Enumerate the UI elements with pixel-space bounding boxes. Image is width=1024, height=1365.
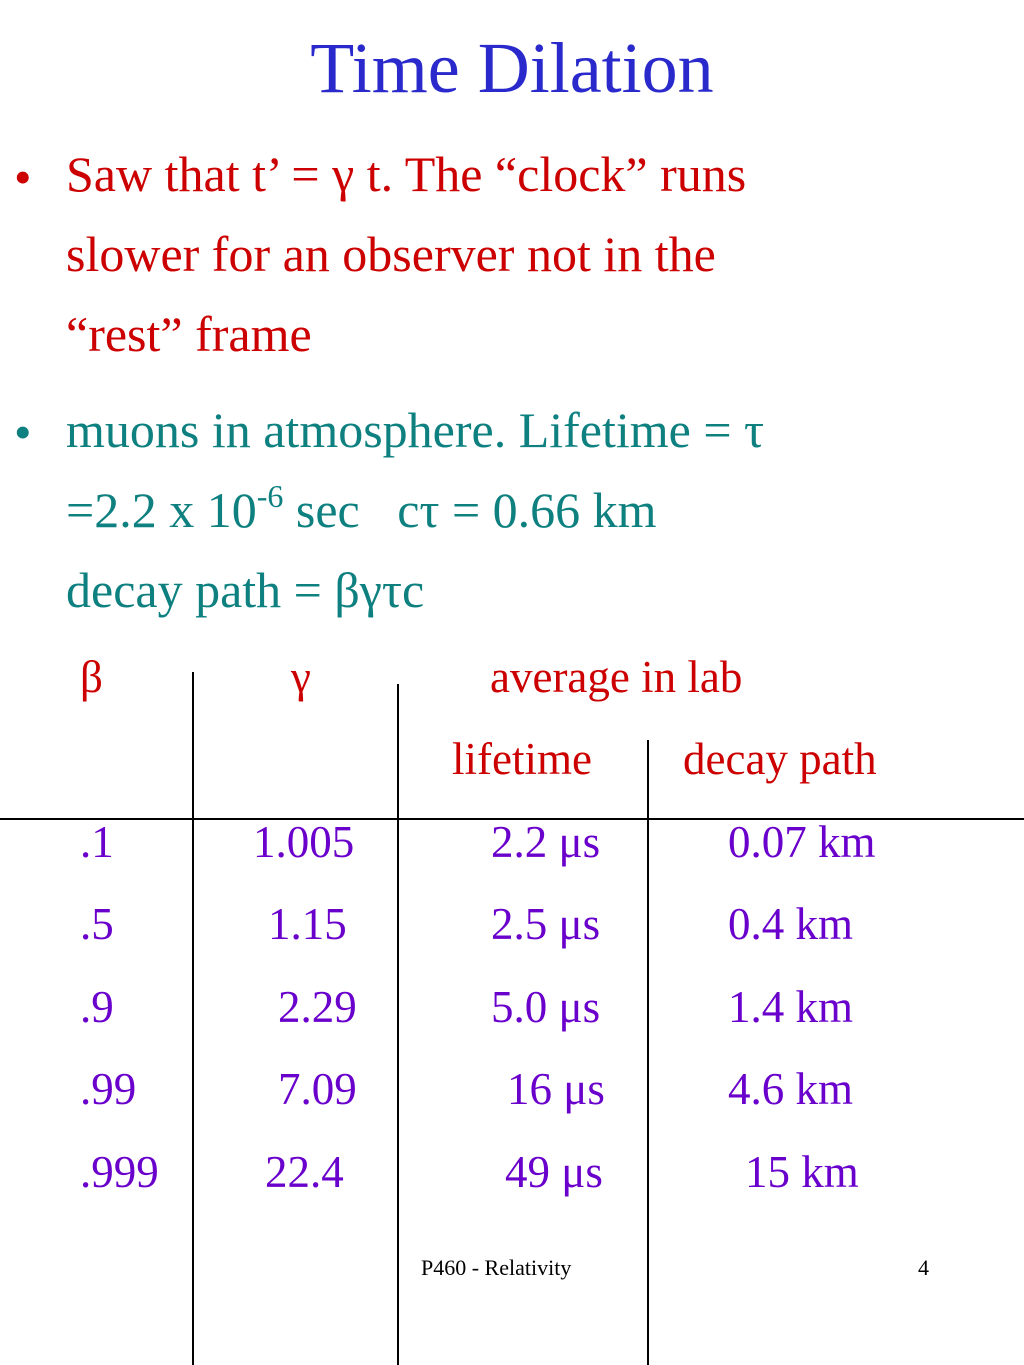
bullet-1-line-1: Saw that t’ = γ t. The “clock” runs	[66, 146, 747, 202]
bullet-1-text	[66, 134, 966, 374]
cell-lifetime: 16 μs	[507, 1064, 605, 1114]
cell-decay-path: 15 km	[745, 1147, 859, 1197]
cell-lifetime: 49 μs	[505, 1147, 603, 1197]
bullet-2-line-2-a: =2.2 x 10	[66, 482, 257, 538]
table-vertical-rule	[192, 672, 194, 1365]
cell-gamma: 7.09	[278, 1064, 357, 1114]
cell-decay-path: 0.4 km	[728, 899, 854, 949]
cell-decay-path: 0.07 km	[728, 817, 876, 867]
page-number: 4	[918, 1255, 929, 1280]
cell-gamma: 22.4	[265, 1147, 344, 1197]
bullet-2-line-3: decay path = βγτc	[66, 562, 425, 618]
header-beta: β	[80, 652, 103, 702]
header-decay-path: decay path	[683, 734, 877, 784]
table-vertical-rule	[647, 740, 649, 1365]
cell-gamma: 2.29	[278, 982, 357, 1032]
bullet-1-line-3: “rest” frame	[66, 306, 312, 362]
cell-beta: .9	[80, 982, 114, 1032]
footer-course: P460 - Relativity	[421, 1255, 572, 1280]
bullet-marker: •	[14, 404, 32, 460]
cell-beta: .5	[80, 899, 114, 949]
cell-lifetime: 5.0 μs	[491, 982, 601, 1032]
bullet-2-line-2-b: sec cτ = 0.66 km	[283, 482, 657, 538]
exponent: -6	[256, 478, 284, 514]
table-vertical-rule	[397, 684, 399, 1365]
bullet-2-line-1: muons in atmosphere. Lifetime = τ	[66, 402, 765, 458]
bullet-2-text	[66, 390, 966, 630]
cell-decay-path: 1.4 km	[728, 982, 854, 1032]
header-average-in-lab: average in lab	[490, 652, 743, 702]
cell-beta: .1	[80, 817, 114, 867]
cell-lifetime: 2.2 μs	[491, 817, 601, 867]
cell-beta: .999	[80, 1147, 159, 1197]
cell-gamma: 1.15	[268, 899, 347, 949]
bullet-2-line-2	[66, 470, 966, 550]
cell-beta: .99	[80, 1064, 137, 1114]
header-gamma: γ	[291, 652, 311, 702]
cell-lifetime: 2.5 μs	[491, 899, 601, 949]
header-lifetime: lifetime	[452, 734, 592, 784]
bullet-1-line-2: slower for an observer not in the	[66, 226, 716, 282]
bullet-marker: •	[14, 149, 32, 205]
slide-title: Time Dilation	[310, 28, 714, 108]
cell-gamma: 1.005	[253, 817, 355, 867]
cell-decay-path: 4.6 km	[728, 1064, 854, 1114]
